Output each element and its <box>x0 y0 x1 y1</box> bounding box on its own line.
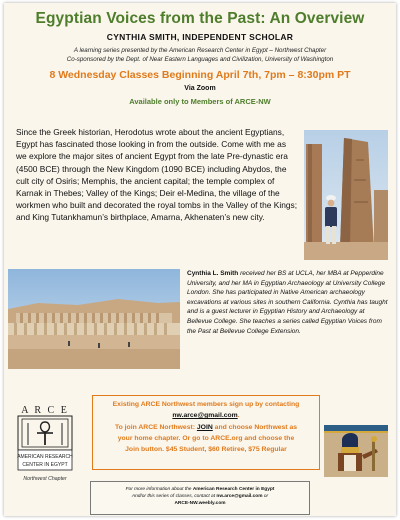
footer-line-2 <box>91 494 309 501</box>
course-description: Since the Greek historian, Herodotus wrote about the ancient Egyptians, Egypt has fascinated those looking in from the outside. Come with me as we explore the major sites of ancient Egypt from the late Pre-dynastic era (4500 BCE) through the New Kingdom (1090 BCE) including Abydos, the cult city of Osiris; Memphis, the ancient capital; the temple complex of Karnak in Thebes; Valley of the Kings; Deir el-Medina, the village of the workmen who built and decorated the royal tombs in the Valley of the Kings; and King Tutankhamun’s birthplace, Amarna, Akhenaten’s new city. <box>16 127 298 223</box>
class-schedule: 8 Wednesday Classes Beginning April 7th, 7pm – 8:30pm PT <box>49 69 351 81</box>
series-subtitle: A learning series presented by the American Research Center in Egypt – Northwest Chapter <box>73 47 327 54</box>
signup-email-line <box>93 411 319 420</box>
footer-email-link[interactable]: nw.arce@gmail.com <box>216 494 263 499</box>
signup-box <box>92 395 320 470</box>
logo-org-line-1: AMERICAN RESEARCH <box>17 454 73 460</box>
footer-or: or <box>262 494 269 499</box>
join-suffix: and choose Northwest as <box>212 424 298 431</box>
signup-line-4: your home chapter. Or go to ARCE.org and choose the <box>117 435 295 442</box>
footer-line-3 <box>91 501 309 508</box>
logo-chapter: Northwest Chapter <box>23 476 67 482</box>
join-prefix: To join ARCE Northwest: <box>114 424 197 431</box>
instructor-name: Cynthia L. Smith <box>187 270 239 277</box>
signup-line-1: Existing ARCE Northwest members sign up by contacting <box>112 401 300 408</box>
cosponsor-subtitle: Co-sponsored by the Dept. of Near Eastern Languages and Civilization, University of Washington <box>66 56 334 63</box>
logo-letters: A R C E <box>21 405 69 416</box>
footer-line-1 <box>91 487 309 494</box>
zoom-note: Via Zoom <box>184 85 216 92</box>
join-link[interactable]: JOIN <box>196 424 213 431</box>
signup-line-3 <box>93 423 319 432</box>
footer-line-2-text: And/or this series of classes, contact at <box>131 494 217 499</box>
temple-ruins-photo <box>8 269 180 369</box>
footer-box <box>90 481 310 515</box>
instructor-bio <box>187 269 389 336</box>
footer-org-name: American Research Center in Egypt <box>192 487 275 492</box>
signup-line-5: Join button. $45 Student, $60 Retiree, $75 Regular <box>125 446 287 453</box>
signup-email-suffix: . <box>237 412 240 419</box>
logo-org-line-2: CENTER IN EGYPT <box>22 462 68 468</box>
signup-email-link[interactable]: nw.arce@gmail.com <box>172 412 238 419</box>
flyer-page <box>4 3 396 516</box>
instructor-bio-text: received her BS at UCLA, her MBA at Pepperdine University, and her MA in Egyptian Archaeology at University College London. She has participated in Native American archaeology excavations at various sites in southern California. Cynthia has taught and is a guest lecturer in Egyptian History and Archaeology at Bellevue College. She teaches a series called Egyptian Voices from the Past at Bellevue College Extension. <box>187 270 388 335</box>
footer-website-link[interactable]: ARCE-NW.weebly.com <box>174 501 226 506</box>
egyptian-figure-image <box>324 425 388 477</box>
scholar-at-site-photo <box>304 130 388 260</box>
page-title: Egyptian Voices from the Past: An Overview <box>35 10 365 27</box>
availability-note: Available only to Members of ARCE-NW <box>129 97 271 106</box>
arce-logo <box>12 403 78 489</box>
author-line: CYNTHIA SMITH, INDEPENDENT SCHOLAR <box>106 32 294 42</box>
footer-line-1-text: For more information about the <box>125 487 193 492</box>
